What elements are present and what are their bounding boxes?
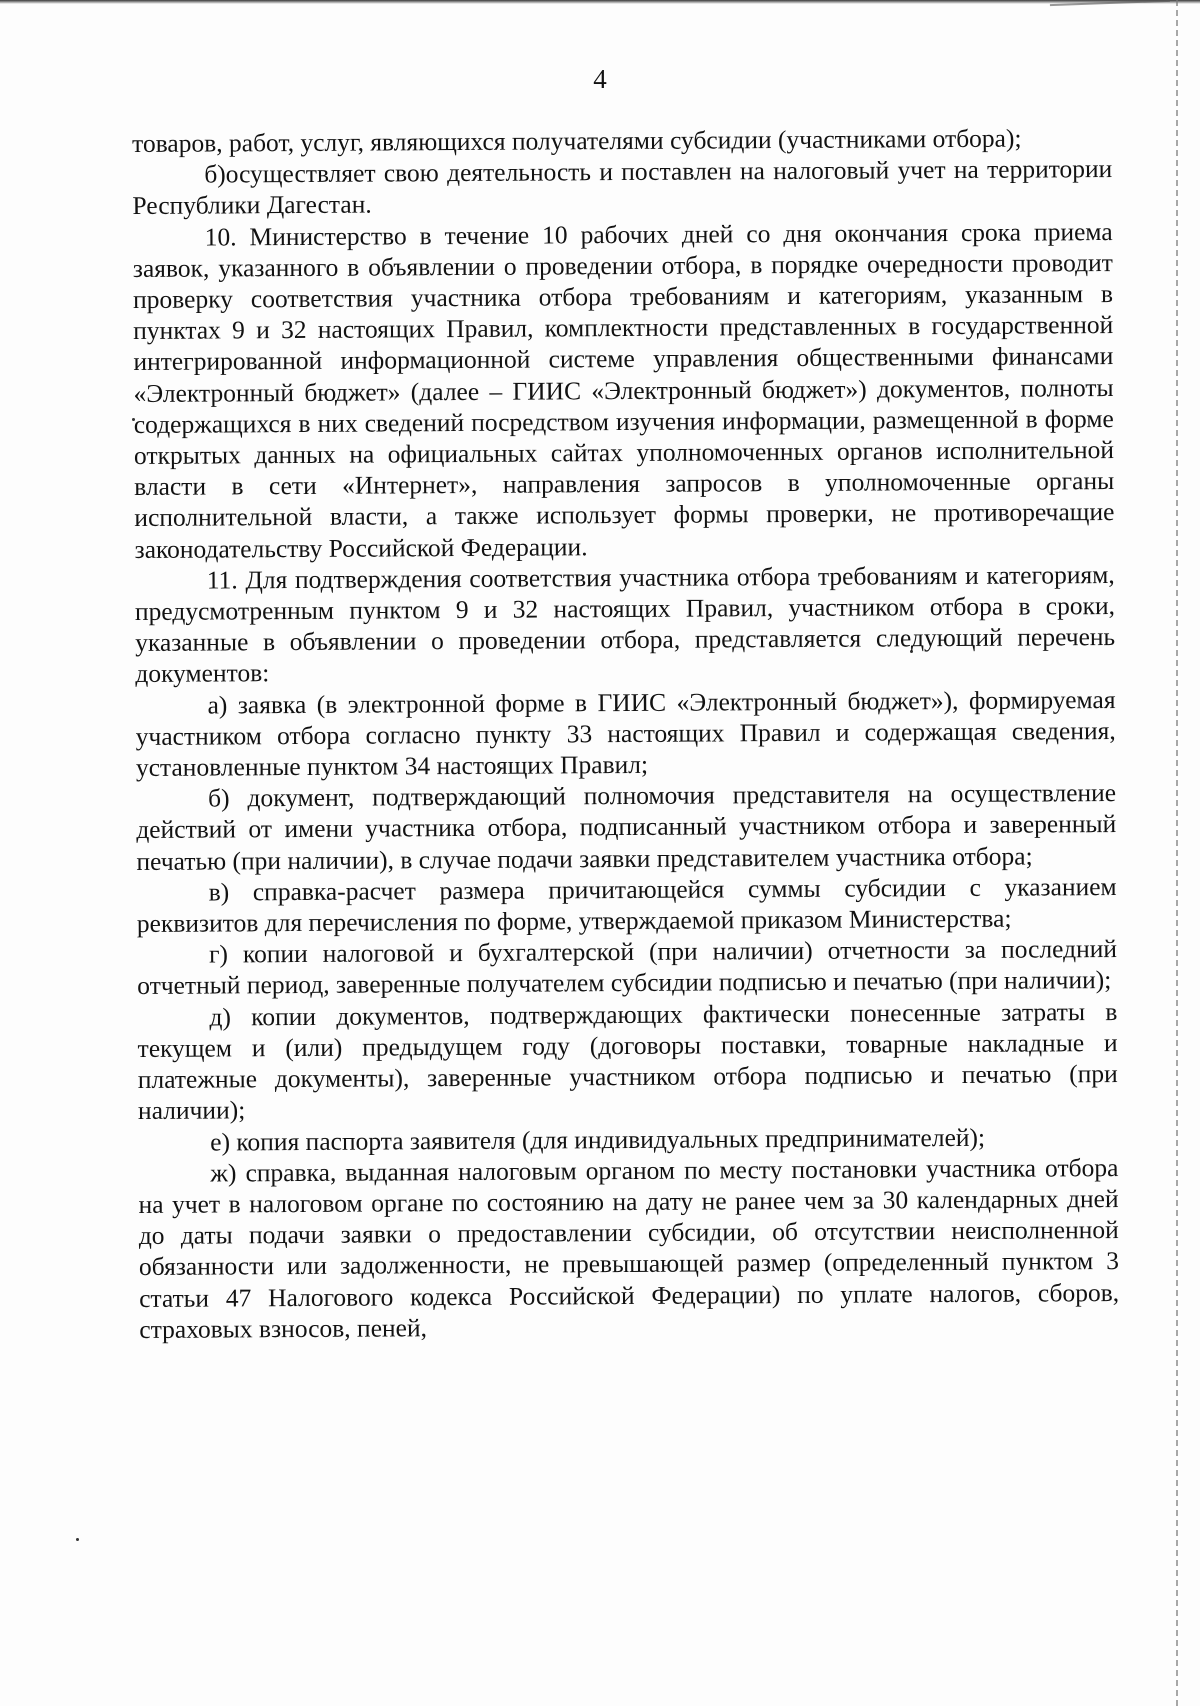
paragraph: 11. Для подтверждения соответствия участника отбора требованиям и категориям, предусмотренным пунктом 9 и 32 настоящих Правил, участником отбора в сроки, указанные в объявлении о проведении отбора, представляется следующий перечень документов: — [134, 559, 1116, 689]
paragraph: е) копия паспорта заявителя (для индивидуальных предпринимателей); — [210, 1122, 986, 1157]
paragraph: б) документ, подтверждающий полномочия представителя на осуществление действий от имени участника отбора, подписанный участником отбора и заверенный печатью (при наличии), в случае подачи заявки представителем участника отбора; — [136, 778, 1117, 876]
paragraph: б)осуществляет свою деятельность и поставлен на налоговый учет на территории Республики Дагестан. — [132, 154, 1113, 221]
paragraph: а) заявка (в электронной форме в ГИИС «Электронный бюджет»), формируемая участником отбора согласно пункту 33 настоящих Правил и содержащая сведения, установленные пунктом 34 настоящих Правил; — [135, 684, 1116, 783]
paragraph: 10. Министерство в течение 10 рабочих дней со дня окончания срока приема заявок, указанного в объявлении о проведении отбора, в порядке очередности проводит проверку соответствия участника отбора требованиям и категориям, указанным в пунктах 9 и 32 настоящих Правил, комплектности представленных в государственной интегрированной информационной системе управления общественными финансами «Электронный бюджет» (далее – ГИИС «Электронный бюджет») документов, полноты содержащихся в них сведений посредством изучения информации, размещенной в форме открытых данных на официальных сайтах уполномоченных органов исполнительной власти в сети «Интернет», направления запросов в уполномоченные органы исполнительной власти, а также использует формы проверки, не противоречащие законодательству Российской Федерации. — [132, 216, 1115, 564]
paragraph: товаров, работ, услуг, являющихся получателями субсидии (участниками отбора); — [132, 123, 1022, 158]
document-body — [132, 122, 1119, 1345]
paragraph: д) копии документов, подтверждающих фактически понесенные затраты в текущем и (или) предыдущем году (договоры поставки, товарные накладные и платежные документы), заверенные участником отбора подписью и печатью (при наличии); — [137, 996, 1118, 1126]
paragraph: в) справка-расчет размера причитающейся суммы субсидии с указанием реквизитов для перечисления по форме, утверждаемой приказом Министерства; — [136, 871, 1117, 939]
scan-edge-top — [0, 0, 1200, 4]
scan-edge-right — [1176, 0, 1178, 1706]
paragraph: г) копии налоговой и бухгалтерской (при наличии) отчетности за последний отчетный период, заверенные получателем субсидии подписью и печатью (при наличии); — [137, 934, 1118, 1001]
paragraph: ж) справка, выданная налоговым органом по месту постановки участника отбора на учет в налоговом органе по состоянию на дату не ранее чем за 30 календарных дней до даты подачи заявки о предоставлении субсидии, об отсутствии неисполненной обязанности или задолженности, не превышающей размер (определенный пунктом 3 статьи 47 Налогового кодекса Российской Федерации) по уплате налогов, сборов, страховых взносов, пеней, — [138, 1152, 1120, 1344]
page-number: 4 — [593, 64, 607, 94]
scan-speck — [76, 1538, 79, 1541]
